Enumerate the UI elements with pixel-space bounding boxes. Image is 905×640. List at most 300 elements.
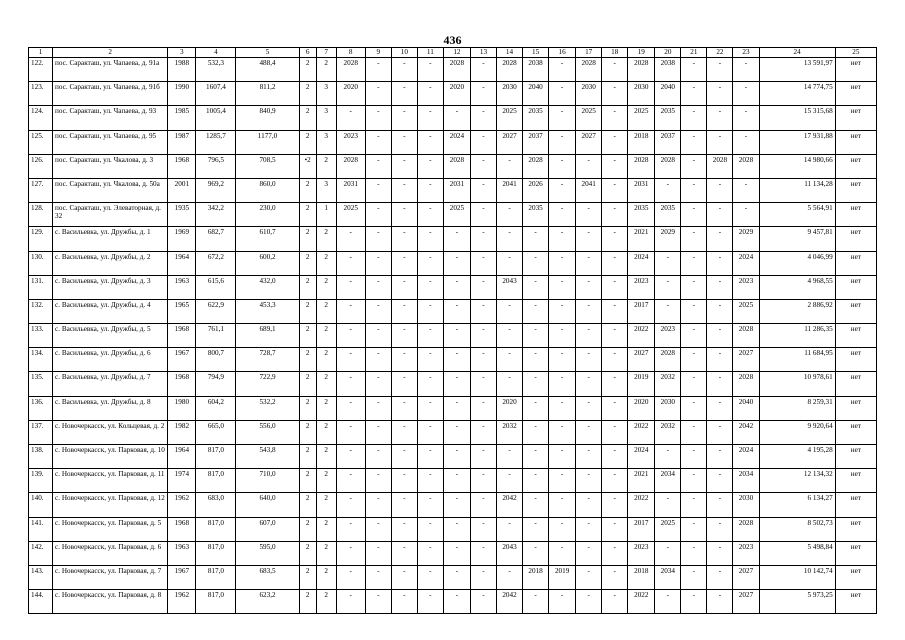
table-cell: - [336,348,365,372]
table-cell: 1964 [168,445,196,469]
table-cell: 2 [316,324,336,348]
table-cell: - [707,445,733,469]
table-cell: 2041 [497,178,523,202]
table-cell: 1988 [168,58,196,82]
table-cell: 2034 [655,565,681,589]
table-cell: - [681,565,707,589]
table-cell: - [470,58,496,82]
table-cell: - [391,565,417,589]
table-cell: 2028 [655,154,681,178]
table-cell: 1962 [168,590,196,614]
table-cell: 2029 [655,227,681,251]
table-cell: 488,4 [236,58,299,82]
table-cell: - [523,590,549,614]
table-cell: - [576,203,602,227]
table-cell: 2030 [628,82,655,106]
table-cell: - [523,517,549,541]
table-cell: - [707,82,733,106]
table-cell: 1935 [168,203,196,227]
table-cell: 2 [316,517,336,541]
table-cell: 860,0 [236,178,299,202]
table-cell: - [576,517,602,541]
table-cell: 722,9 [236,372,299,396]
table-cell: - [681,493,707,517]
address-cell: с. Новочеркасск, ул. Парковая, д. 11 [53,469,168,493]
row-number-cell: 141. [29,517,53,541]
table-cell: 2027 [497,130,523,154]
table-cell: 2037 [523,130,549,154]
table-cell: - [602,82,628,106]
table-cell: - [655,541,681,565]
table-row [29,58,877,82]
table-cell: 2 [316,420,336,444]
table-cell: 2 [316,348,336,372]
column-number-11: 11 [417,48,443,58]
table-cell: 665,0 [196,420,236,444]
table-cell: 2021 [628,469,655,493]
table-cell: - [365,106,391,130]
table-row [29,445,877,469]
table-cell: - [365,178,391,202]
table-cell: - [655,251,681,275]
table-cell: 728,7 [236,348,299,372]
table-cell: 1968 [168,154,196,178]
table-cell: - [523,396,549,420]
table-cell: - [365,372,391,396]
table-cell: 2035 [628,203,655,227]
table-cell: - [707,227,733,251]
table-cell: - [443,106,470,130]
table-cell: 672,2 [196,251,236,275]
table-cell: - [365,541,391,565]
table-cell: 2032 [655,372,681,396]
table-cell: 2025 [655,517,681,541]
table-cell: - [443,372,470,396]
table-cell: 2 [316,565,336,589]
table-cell: 2023 [655,324,681,348]
table-cell: - [417,82,443,106]
table-cell: - [655,590,681,614]
table-cell: 2027 [733,565,759,589]
address-cell: пос. Саракташ, ул. Чапаева, д. 93 [53,106,168,130]
table-cell: - [417,420,443,444]
table-cell: - [602,420,628,444]
table-cell: 2 [316,58,336,82]
table-cell: - [707,420,733,444]
table-cell: - [523,445,549,469]
table-cell: 2032 [655,420,681,444]
cost-cell: 15 315,68 [759,106,835,130]
table-cell: 2041 [576,178,602,202]
table-cell: - [576,590,602,614]
table-cell: - [336,517,365,541]
table-cell: - [470,130,496,154]
address-cell: с. Васильевка, ул. Дружбы, д. 8 [53,396,168,420]
table-cell: 2040 [523,82,549,106]
table-cell: 2 [316,299,336,323]
table-cell: 817,0 [196,517,236,541]
table-cell: 2 [299,106,316,130]
table-cell: 2028 [443,154,470,178]
table-row [29,106,877,130]
table-cell: 2028 [628,58,655,82]
row-number-cell: 134. [29,348,53,372]
table-cell: 2 [299,372,316,396]
table-cell: - [365,82,391,106]
table-cell: 1980 [168,396,196,420]
address-cell: с. Новочеркасск, ул. Парковая, д. 10 [53,445,168,469]
table-cell: 2030 [497,82,523,106]
table-cell: - [681,420,707,444]
row-number-cell: 144. [29,590,53,614]
address-cell: с. Новочеркасск, ул. Кольцевая, д. 2 [53,420,168,444]
table-cell: 2037 [655,130,681,154]
table-cell: 610,7 [236,227,299,251]
table-cell: - [417,445,443,469]
table-cell: - [497,445,523,469]
table-cell: - [336,445,365,469]
table-cell: - [602,517,628,541]
column-number-13: 13 [470,48,496,58]
column-number-7: 7 [316,48,336,58]
table-cell: 2 [299,130,316,154]
table-row [29,517,877,541]
row-number-cell: 132. [29,299,53,323]
table-cell: - [417,348,443,372]
table-cell: 2023 [628,275,655,299]
cost-cell: 4 195,28 [759,445,835,469]
table-cell: - [470,178,496,202]
table-cell: - [470,469,496,493]
table-cell: 532,3 [196,58,236,82]
table-cell: 1005,4 [196,106,236,130]
table-cell: - [576,154,602,178]
table-cell: 2030 [655,396,681,420]
table-cell: - [336,493,365,517]
table-cell: 1968 [168,372,196,396]
table-cell: - [497,517,523,541]
table-cell: 2022 [628,324,655,348]
table-cell: 2035 [655,203,681,227]
table-cell: 817,0 [196,541,236,565]
table-cell: - [602,445,628,469]
table-cell: 2 [299,251,316,275]
address-cell: с. Новочеркасск, ул. Парковая, д. 12 [53,493,168,517]
cost-cell: 11 134,28 [759,178,835,202]
address-cell: с. Новочеркасск, ул. Парковая, д. 8 [53,590,168,614]
table-cell: - [470,203,496,227]
cost-cell: 13 591,97 [759,58,835,82]
row-number-cell: 130. [29,251,53,275]
table-cell: 2028 [655,348,681,372]
table-cell: - [497,565,523,589]
table-cell: - [365,348,391,372]
table-cell: - [549,469,576,493]
table-cell: - [336,565,365,589]
table-cell: - [365,469,391,493]
table-cell: - [549,493,576,517]
row-number-cell: 123. [29,82,53,106]
table-cell: - [549,275,576,299]
column-number-14: 14 [497,48,523,58]
table-cell: - [549,396,576,420]
table-cell: 3 [316,106,336,130]
table-cell: - [602,106,628,130]
table-cell: - [549,348,576,372]
table-row [29,299,877,323]
address-cell: с. Васильевка, ул. Дружбы, д. 1 [53,227,168,251]
table-cell: - [417,372,443,396]
table-cell: - [602,396,628,420]
table-cell: - [602,130,628,154]
table-cell: - [470,348,496,372]
table-cell: 2028 [733,517,759,541]
address-cell: пос. Саракташ, ул. Чкалова, д. 3 [53,154,168,178]
table-cell: 2028 [733,372,759,396]
table-cell: 2031 [443,178,470,202]
table-cell: - [549,58,576,82]
table-cell: - [681,227,707,251]
table-cell: - [365,420,391,444]
table-cell: - [391,493,417,517]
table-cell: нет [835,130,876,154]
table-cell: - [707,469,733,493]
table-row [29,82,877,106]
address-cell: пос. Саракташ, ул. Чапаева, д. 91б [53,82,168,106]
table-row [29,565,877,589]
table-cell: - [443,565,470,589]
table-cell: 2035 [523,203,549,227]
table-cell: - [523,493,549,517]
column-number-25: 25 [835,48,876,58]
table-cell: 1968 [168,324,196,348]
table-row [29,324,877,348]
table-cell: - [391,251,417,275]
table-cell: 2017 [628,299,655,323]
table-cell: - [336,590,365,614]
table-cell: 453,3 [236,299,299,323]
table-cell: - [391,445,417,469]
column-number-23: 23 [733,48,759,58]
table-cell: - [549,130,576,154]
table-cell: - [417,130,443,154]
table-cell: - [443,324,470,348]
table-cell: - [681,58,707,82]
table-cell: 2 [299,178,316,202]
table-cell: нет [835,469,876,493]
cost-cell: 8 502,73 [759,517,835,541]
address-cell: с. Васильевка, ул. Дружбы, д. 5 [53,324,168,348]
table-cell: - [417,590,443,614]
table-cell: - [497,154,523,178]
table-cell: 1962 [168,493,196,517]
table-cell: 543,8 [236,445,299,469]
table-cell: 689,1 [236,324,299,348]
table-cell: - [576,251,602,275]
table-cell: 817,0 [196,565,236,589]
table-cell: 2028 [707,154,733,178]
table-cell: - [681,469,707,493]
table-row [29,469,877,493]
table-cell: нет [835,154,876,178]
address-cell: пос. Саракташ, ул. Чкалова, д. 50а [53,178,168,202]
table-cell: 2021 [628,227,655,251]
column-number-18: 18 [602,48,628,58]
row-number-cell: 126. [29,154,53,178]
table-row [29,251,877,275]
table-cell: 2024 [443,130,470,154]
table-cell: - [470,541,496,565]
table-cell: - [602,324,628,348]
table-cell: - [655,178,681,202]
table-cell: 2032 [497,420,523,444]
table-cell: - [707,590,733,614]
address-cell: с. Васильевка, ул. Дружбы, д. 2 [53,251,168,275]
table-cell: 2042 [733,420,759,444]
table-cell: 342,2 [196,203,236,227]
table-cell: - [470,565,496,589]
table-cell: - [655,445,681,469]
table-cell: 2023 [336,130,365,154]
table-cell: - [681,445,707,469]
table-cell: 2024 [628,445,655,469]
table-cell: 1969 [168,227,196,251]
table-cell: - [523,324,549,348]
table-cell: нет [835,251,876,275]
table-cell: - [497,203,523,227]
table-cell: - [707,275,733,299]
table-cell: 2018 [628,130,655,154]
table-cell: 2 [316,251,336,275]
table-row [29,541,877,565]
table-cell: - [391,106,417,130]
table-cell: 1974 [168,469,196,493]
table-cell: - [391,324,417,348]
table-cell: 1967 [168,565,196,589]
table-cell: - [391,469,417,493]
table-cell: 532,2 [236,396,299,420]
cost-cell: 6 134,27 [759,493,835,517]
cost-cell: 10 142,74 [759,565,835,589]
table-cell: - [417,541,443,565]
table-cell: 796,5 [196,154,236,178]
table-cell: 604,2 [196,396,236,420]
table-cell: - [443,275,470,299]
table-cell: - [681,541,707,565]
table-cell: - [470,154,496,178]
table-cell: - [336,275,365,299]
address-cell: с. Васильевка, ул. Дружбы, д. 6 [53,348,168,372]
address-cell: пос. Саракташ, ул. Чапаева, д. 91а [53,58,168,82]
table-cell: - [681,590,707,614]
table-cell: - [336,541,365,565]
table-cell: •2 [299,154,316,178]
table-cell: - [417,227,443,251]
table-cell: - [443,348,470,372]
table-cell: - [602,178,628,202]
table-row [29,154,877,178]
table-cell: 2020 [443,82,470,106]
table-cell: 2043 [497,541,523,565]
table-cell: нет [835,227,876,251]
table-cell: - [365,493,391,517]
table-cell: - [733,58,759,82]
table-cell: - [523,420,549,444]
table-cell: 708,5 [236,154,299,178]
table-cell: нет [835,541,876,565]
column-number-10: 10 [391,48,417,58]
table-cell: - [443,469,470,493]
table-cell: - [576,299,602,323]
table-cell: 2019 [549,565,576,589]
row-number-cell: 131. [29,275,53,299]
column-number-19: 19 [628,48,655,58]
table-cell: 2034 [655,469,681,493]
table-cell: 817,0 [196,590,236,614]
table-cell: 2017 [628,517,655,541]
cost-cell: 12 134,32 [759,469,835,493]
table-cell: 2026 [523,178,549,202]
table-cell: - [391,590,417,614]
cost-cell: 5 564,91 [759,203,835,227]
table-cell: - [470,420,496,444]
table-cell: - [391,130,417,154]
table-cell: - [365,203,391,227]
table-cell: - [655,275,681,299]
table-cell: - [549,203,576,227]
table-cell: 2 [299,445,316,469]
row-number-cell: 140. [29,493,53,517]
table-cell: 2 [316,154,336,178]
table-cell: - [391,275,417,299]
table-cell: - [576,348,602,372]
cost-cell: 14 774,75 [759,82,835,106]
table-cell: - [549,154,576,178]
table-cell: 2028 [523,154,549,178]
table-cell: - [681,396,707,420]
table-cell: - [470,299,496,323]
address-cell: с. Новочеркасск, ул. Парковая, д. 6 [53,541,168,565]
table-cell: 2 [299,275,316,299]
table-cell: нет [835,420,876,444]
table-cell: 1963 [168,275,196,299]
table-cell: 2024 [733,445,759,469]
table-cell: - [417,251,443,275]
table-cell: нет [835,58,876,82]
table-cell: 2 [316,541,336,565]
table-cell: - [417,203,443,227]
table-cell: 2020 [628,396,655,420]
table-cell: - [391,372,417,396]
table-cell: - [443,396,470,420]
table-cell: - [707,251,733,275]
table-cell: 2 [299,82,316,106]
table-cell: - [470,324,496,348]
table-cell: 2 [299,324,316,348]
row-number-cell: 129. [29,227,53,251]
column-number-21: 21 [681,48,707,58]
table-cell: нет [835,517,876,541]
table-cell: - [470,396,496,420]
table-cell: 682,7 [196,227,236,251]
table-cell: 2 [299,203,316,227]
cost-cell: 4 968,55 [759,275,835,299]
table-cell: - [602,203,628,227]
table-cell: 2028 [576,58,602,82]
table-cell: - [523,348,549,372]
table-cell: - [707,493,733,517]
table-cell: - [549,420,576,444]
